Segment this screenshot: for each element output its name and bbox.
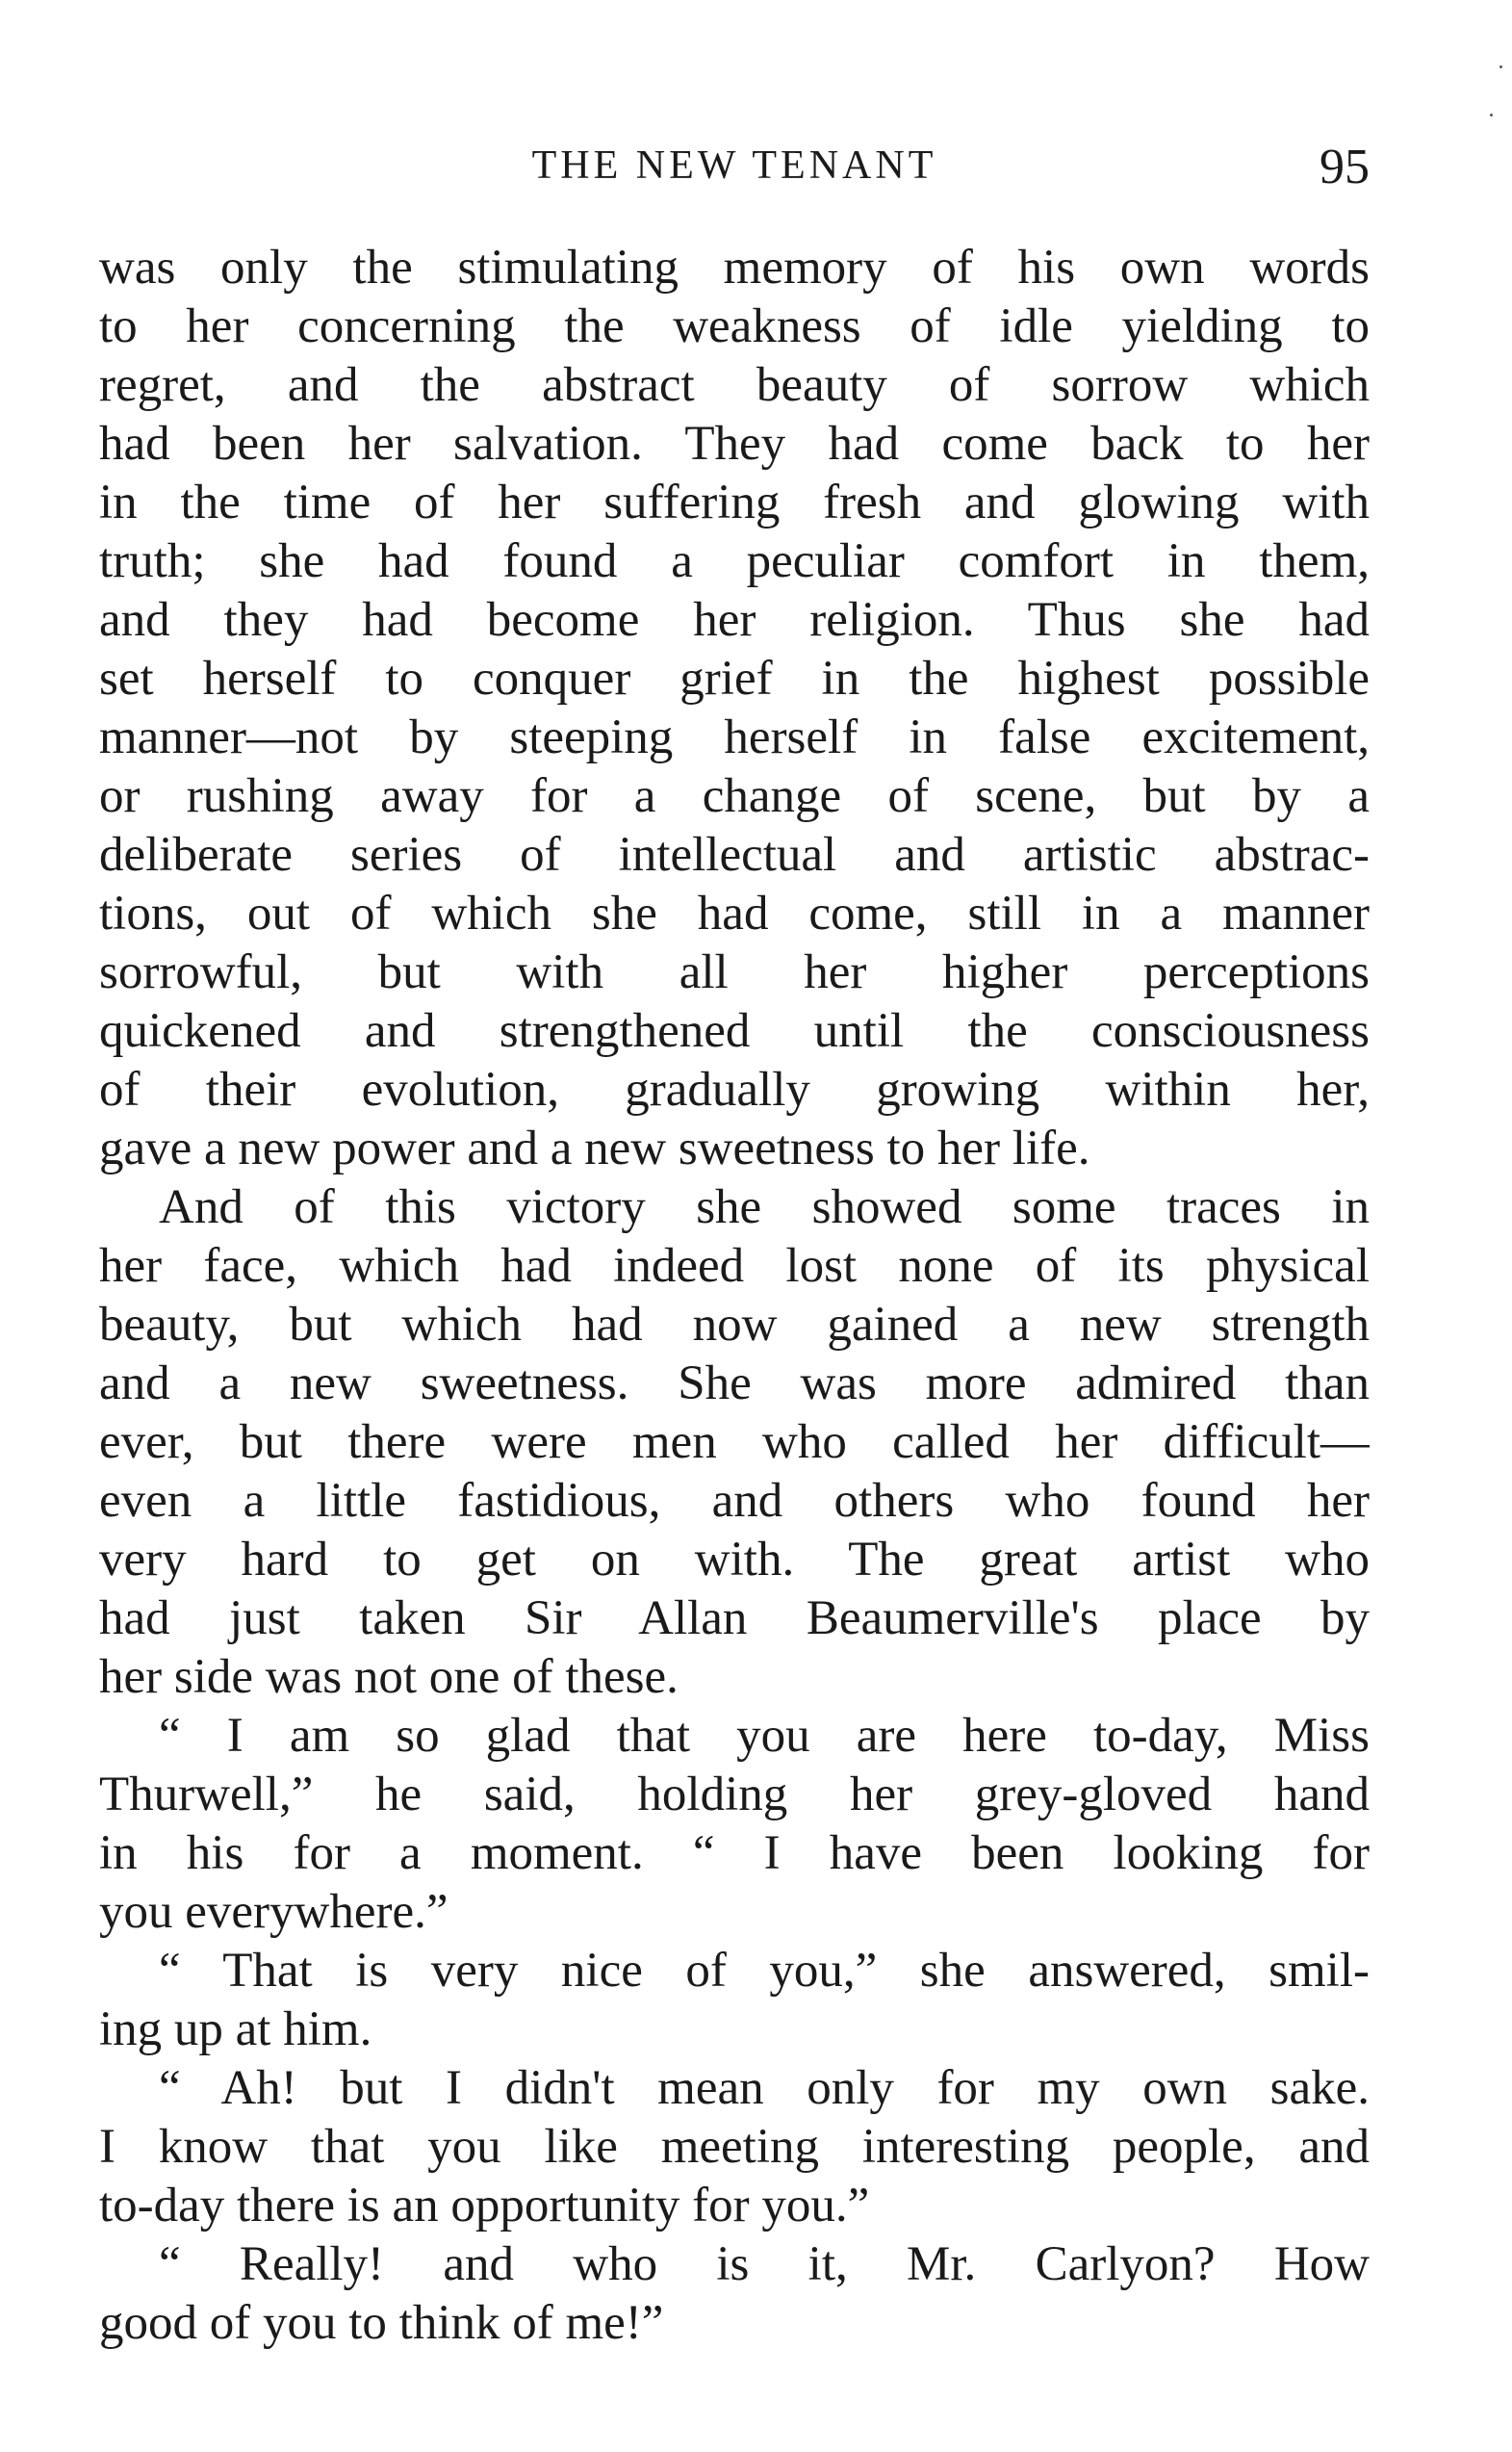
text-line: you everywhere.” <box>99 1885 448 1939</box>
text-line: to her concerning the weakness of idle yielding to <box>99 299 1370 353</box>
text-line: beauty, but which had now gained a new strength <box>99 1298 1370 1352</box>
text-line: deliberate series of intellectual and artistic abstrac- <box>99 828 1370 882</box>
text-line: ever, but there were men who called her difficult— <box>99 1415 1370 1469</box>
text-line: even a little fastidious, and others who found her <box>99 1474 1370 1528</box>
text-line: ing up at him. <box>99 2002 372 2056</box>
text-line: in his for a moment. “ I have been looking for <box>99 1826 1370 1880</box>
text-line: “ I am so glad that you are here to-day, Miss <box>159 1709 1370 1763</box>
text-line: Thurwell,” he said, holding her grey-gloved hand <box>99 1768 1370 1821</box>
text-line: her side was not one of these. <box>99 1650 679 1704</box>
text-line: good of you to think of me!” <box>99 2296 664 2350</box>
text-line: quickened and strengthened until the consciousness <box>99 1004 1370 1058</box>
text-line: gave a new power and a new sweetness to her life. <box>99 1122 1090 1175</box>
text-line: sorrowful, but with all her higher perceptions <box>99 945 1370 999</box>
text-line: “ Ah! but I didn't mean only for my own sake. <box>159 2061 1370 2115</box>
text-line: had just taken Sir Allan Beaumerville's place by <box>99 1591 1370 1645</box>
text-line: “ Really! and who is it, Mr. Carlyon? How <box>159 2237 1370 2291</box>
text-line: her face, which had indeed lost none of its physical <box>99 1239 1370 1293</box>
text-line: of their evolution, gradually growing within her, <box>99 1063 1370 1117</box>
text-line: set herself to conquer grief in the highest possible <box>99 652 1370 706</box>
text-line: and a new sweetness. She was more admired than <box>99 1356 1370 1410</box>
text-line: and they had become her religion. Thus she had <box>99 593 1370 647</box>
text-line: manner—not by steeping herself in false excitement, <box>99 710 1370 764</box>
page-number: 95 <box>1320 140 1370 194</box>
scan-speck <box>1499 65 1502 68</box>
text-line: regret, and the abstract beauty of sorrow which <box>99 358 1370 412</box>
running-title: THE NEW TENANT <box>531 143 937 188</box>
body-text <box>99 239 1370 2353</box>
text-line: And of this victory she showed some traces in <box>159 1180 1370 1234</box>
scan-speck <box>1490 114 1493 116</box>
text-line: or rushing away for a change of scene, but by a <box>99 769 1370 823</box>
text-line: was only the stimulating memory of his own words <box>99 241 1370 295</box>
text-line: had been her salvation. They had come back to her <box>99 417 1370 471</box>
text-line: in the time of her suffering fresh and glowing with <box>99 476 1370 529</box>
page-header <box>99 140 1370 197</box>
text-line: tions, out of which she had come, still in a manner <box>99 887 1370 941</box>
text-line: “ That is very nice of you,” she answered, smil- <box>159 1944 1370 1998</box>
text-line: to-day there is an opportunity for you.” <box>99 2179 870 2233</box>
text-line: I know that you like meeting interesting people, and <box>99 2120 1370 2174</box>
text-line: truth; she had found a peculiar comfort in them, <box>99 534 1370 588</box>
text-line: very hard to get on with. The great artist who <box>99 1533 1370 1587</box>
